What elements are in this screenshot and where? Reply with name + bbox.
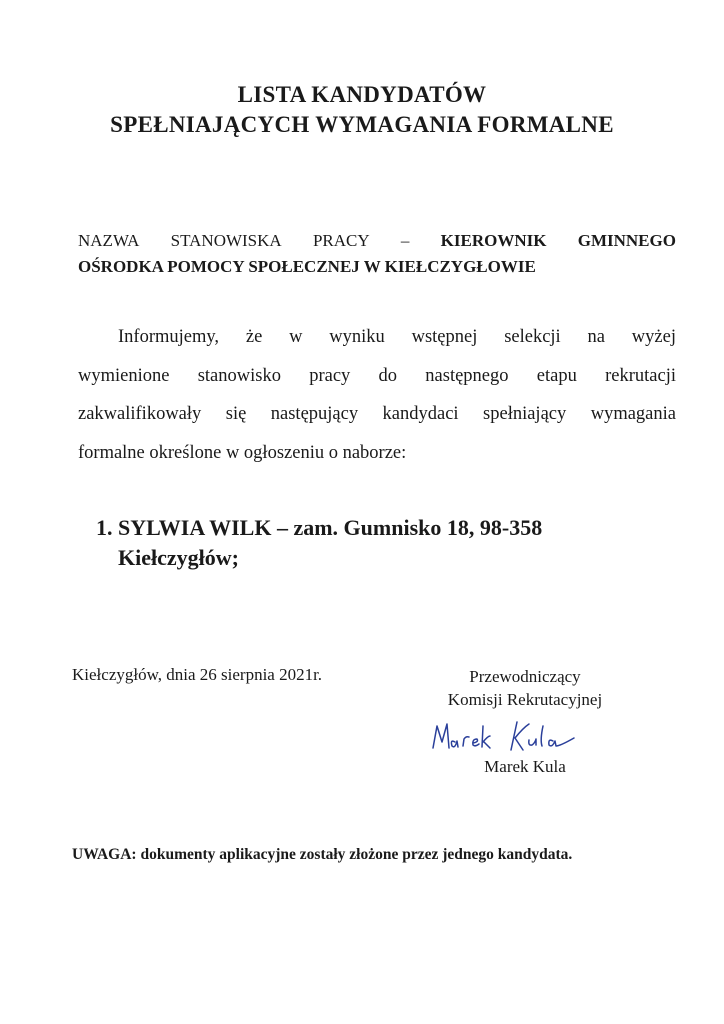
word: zakwalifikowały [78, 404, 202, 424]
word: spełniający [483, 404, 567, 424]
position-value-word: KIEROWNIK [440, 231, 547, 250]
word: selekcji [504, 327, 561, 347]
candidate-line-2: Kiełczygłów; [118, 545, 239, 570]
date-place: Kiełczygłów, dnia 26 sierpnia 2021r. [72, 665, 323, 684]
position-value-word: GMINNEGO [577, 231, 676, 250]
word: kandydaci [382, 404, 459, 424]
word: wyniku [329, 327, 385, 347]
word: rekrutacji [605, 365, 676, 386]
word: następnego [425, 365, 509, 386]
word: następujący [270, 404, 359, 424]
position-line-1 [78, 228, 676, 254]
signer-role [420, 665, 630, 711]
word: że [245, 327, 263, 347]
position-name [78, 228, 676, 280]
signer-name: Marek Kula [484, 757, 566, 776]
word: stanowisko [197, 365, 281, 386]
label-word: STANOWISKA [170, 231, 282, 250]
word: etapu [536, 365, 577, 386]
word: pracy [309, 365, 351, 386]
info-paragraph [78, 318, 676, 472]
word: wymagania [590, 404, 676, 424]
word: w [289, 327, 303, 347]
word: wymienione [78, 365, 170, 386]
note-text: UWAGA: dokumenty aplikacyjne zostały złożone przez jednego kandydata. [72, 846, 573, 863]
label-word: – [400, 231, 410, 250]
document-title [0, 80, 724, 140]
word: formalne określone w ogłoszeniu o naborze: [78, 442, 407, 463]
role-line-2: Komisji Rekrutacyjnej [447, 690, 603, 709]
word: na [587, 327, 605, 347]
handwritten-signature [425, 712, 625, 760]
position-line-2: OŚRODKA POMOCY SPOŁECZNEJ W KIEŁCZYGŁOWIE [78, 257, 536, 276]
candidate-list-item [96, 513, 656, 573]
info-line-3 [78, 395, 676, 434]
label-word: PRACY [312, 231, 370, 250]
word: Informujemy, [118, 327, 220, 347]
title-line-2: SPEŁNIAJĄCYCH WYMAGANIA FORMALNE [110, 112, 614, 137]
word: do [378, 365, 398, 386]
info-line-2 [78, 357, 676, 396]
info-line-4 [78, 434, 676, 473]
candidate-line-1: 1. SYLWIA WILK – zam. Gumnisko 18, 98-358 [96, 515, 543, 540]
label-word: NAZWA [78, 231, 140, 250]
word: wstępnej [411, 327, 478, 347]
role-line-1: Przewodniczący [469, 667, 581, 686]
word: wyżej [631, 327, 676, 347]
info-line-1 [78, 318, 676, 357]
title-line-1: LISTA KANDYDATÓW [237, 82, 487, 107]
word: się [225, 404, 247, 424]
